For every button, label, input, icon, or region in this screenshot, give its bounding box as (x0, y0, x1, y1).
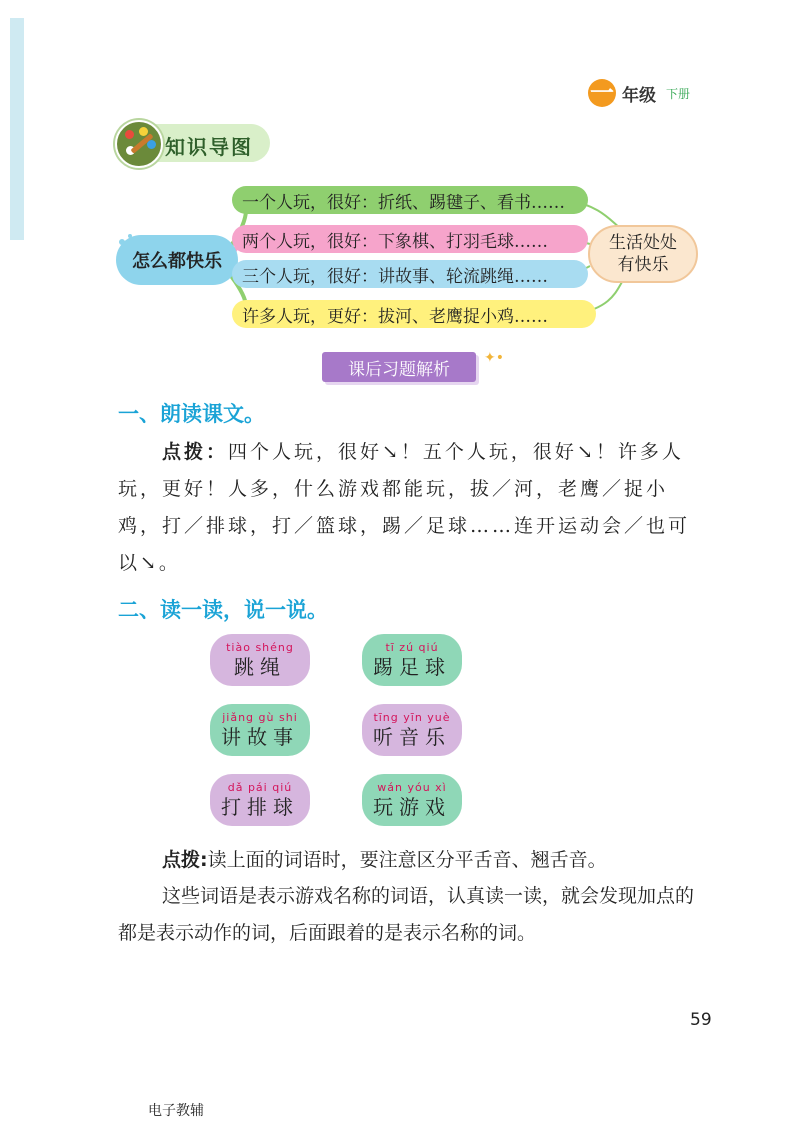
side-strip (10, 18, 24, 240)
section1-tip (118, 434, 698, 582)
mind-map (110, 180, 710, 340)
knowledge-map-label: 知识导图 (165, 135, 253, 159)
page-number: 59 (690, 1010, 712, 1030)
grade-number-badge: 一 (590, 79, 614, 107)
word-card (210, 704, 310, 756)
volume-label: 下册 (666, 86, 691, 101)
grade-header (588, 78, 690, 108)
mind-map-branch-two: 两个人玩，很好：下象棋、打羽毛球…… (232, 225, 588, 253)
tip-lead: 点拨: (162, 849, 208, 871)
word-hanzi: 踢足球 (373, 654, 451, 679)
word-card (210, 634, 310, 686)
summary-line-1: 生活处处 (609, 233, 677, 253)
tip-text: 四个人玩，很好↘！五个人玩，很好↘！许多人玩，更好！人多，什么游戏都能玩，拔／河，老鹰／捉小鸡，打／排球，打／篮球，踢／足球……连开运动会／也可以↘。 (118, 441, 691, 574)
knowledge-map-title (115, 124, 270, 162)
word-pinyin: dǎ pái qiú (227, 780, 293, 794)
word-pinyin: tīng yīn yuè (373, 710, 451, 724)
word-pinyin: jiǎng gù shi (222, 710, 298, 724)
word-card (362, 774, 462, 826)
mind-map-branch-three: 三个人玩，很好：讲故事、轮流跳绳…… (232, 260, 588, 288)
word-pinyin: wán yóu xì (377, 780, 447, 794)
word-hanzi: 跳绳 (234, 654, 286, 679)
grade-word: 年级 (622, 85, 656, 106)
summary-line-2: 有快乐 (617, 255, 669, 275)
mind-map-center: 怎么都快乐 (116, 235, 238, 285)
footer-label: 电子教辅 (148, 1103, 204, 1119)
mind-map-branch-many: 许多人玩，更好：拔河、老鹰捉小鸡…… (232, 300, 596, 328)
word-hanzi: 讲故事 (221, 724, 299, 749)
word-pinyin: tī zú qiú (385, 640, 439, 654)
word-hanzi: 玩游戏 (373, 794, 451, 819)
section2-tip (118, 842, 698, 879)
tip-lead: 点拨： (162, 441, 229, 463)
sparkle-icon: ✦• (484, 350, 504, 366)
word-card (362, 704, 462, 756)
word-pinyin: tiào shéng (226, 640, 294, 654)
exercise-banner: 课后习题解析 (322, 352, 476, 382)
word-card (210, 774, 310, 826)
word-card-grid (210, 634, 470, 834)
mind-map-summary (588, 225, 698, 283)
word-hanzi: 听音乐 (373, 724, 451, 749)
word-hanzi: 打排球 (221, 794, 299, 819)
section2-explanation: 这些词语是表示游戏名称的词语，认真读一读，就会发现加点的都是表示动作的词，后面跟着的是表示名称的词。 (118, 885, 695, 944)
palette-icon (115, 120, 163, 168)
section-heading-2: 二、读一读，说一说。 (118, 598, 328, 622)
word-card (362, 634, 462, 686)
mind-map-branch-one: 一个人玩，很好：折纸、踢毽子、看书…… (232, 186, 588, 214)
section-heading-1: 一、朗读课文。 (118, 402, 265, 426)
tip-text: 读上面的词语时，要注意区分平舌音、翘舌音。 (207, 849, 607, 871)
